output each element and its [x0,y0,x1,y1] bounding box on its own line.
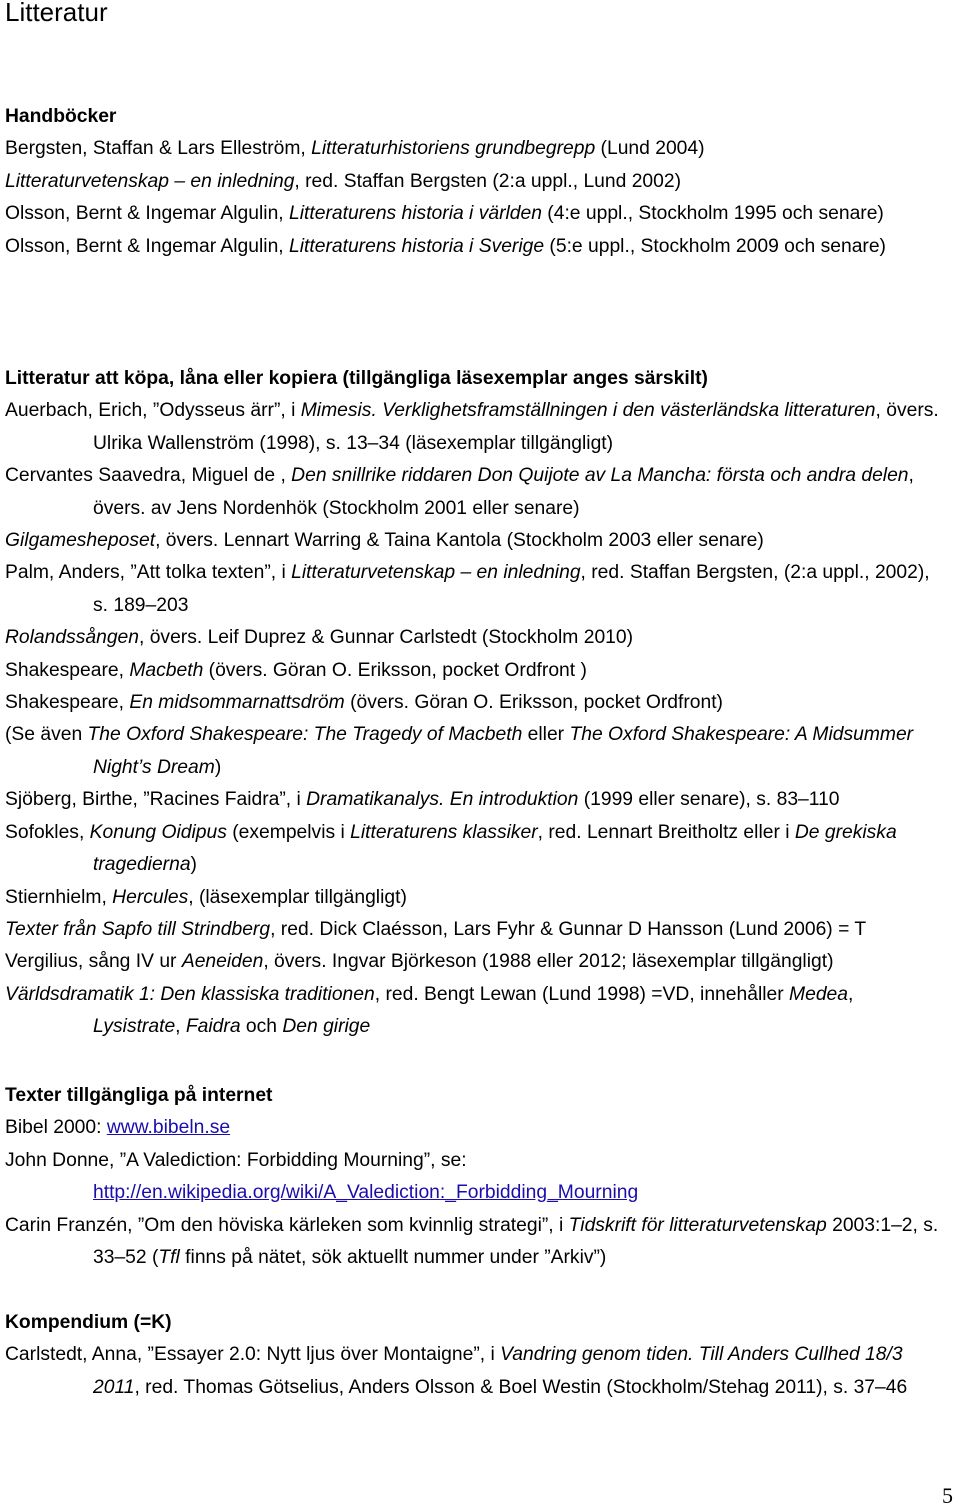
reference-title-italic: Litteraturens klassiker [350,821,538,843]
reference-text: och [240,1016,283,1038]
section-kompendium [5,1307,945,1404]
reference-text: (övers. Göran O. Eriksson, pocket Ordfront ) [203,659,587,681]
reference-text: (5:e uppl., Stockholm 2009 och senare) [544,235,886,257]
reference-title-italic: Lysistrate [93,1016,176,1038]
reference-text: (Se även [5,724,88,746]
reference-title-italic: Den girige [282,1016,371,1038]
reference-entry [5,133,945,165]
reference-title-italic: Texter från Sapfo till Strindberg [5,918,271,940]
reference-text: (1999 eller senare), s. 83–110 [578,789,840,811]
reference-text: Bergsten, Staffan & Lars Elleström, [5,138,312,160]
reference-title-italic: Tfl [158,1247,180,1269]
reference-entry [5,979,945,1044]
reference-text: eller [522,724,570,746]
reference-entry [5,1339,945,1404]
reference-entry [5,460,945,525]
reference-title-italic: En midsommarnattsdröm [129,692,345,714]
reference-text: , red. Lennart Breitholtz eller i [537,821,795,843]
page-title: Litteratur [5,0,108,27]
reference-text: , [848,983,854,1005]
reference-title-italic: The Oxford Shakespeare: The Tragedy of Macbeth [87,724,523,746]
reference-entry [5,231,945,263]
reference-text: , red. Dick Claésson, Lars Fyhr & Gunnar D Hansson (Lund 2006) = T [270,918,867,940]
reference-text: Auerbach, Erich, ”Odysseus ärr”, i [5,400,301,422]
reference-entry [5,655,945,687]
reference-entry [5,882,945,914]
reference-text: (Lund 2004) [595,138,705,160]
reference-title-italic: Litteraturvetenskap – en inledning [291,562,581,584]
reference-entry [5,525,945,557]
reference-text: (övers. Göran O. Eriksson, pocket Ordfront) [344,692,723,714]
reference-entry [5,395,945,460]
reference-entry [5,817,945,882]
reference-title-italic: Den snillrike riddaren Don Quijote av La Mancha: första och andra delen [291,465,909,487]
reference-title-italic: Vandring genom tiden. Till Anders Cullhed 18/3 2011 [93,1344,903,1398]
reference-text: (exempelvis i [226,821,351,843]
section-heading: Kompendium (=K) [5,1312,172,1333]
reference-entry [5,946,945,978]
section-heading: Litteratur att köpa, låna eller kopiera (tillgängliga läsexemplar anges särskilt) [5,368,708,389]
reference-text: Shakespeare, [5,659,130,681]
reference-text: (4:e uppl., Stockholm 1995 och senare) [541,203,884,225]
reference-text: Sjöberg, Birthe, ”Racines Faidra”, i [5,789,307,811]
section-internet [5,1080,945,1274]
reference-text: Olsson, Bernt & Ingemar Algulin, [5,235,290,257]
reference-title-italic: Aeneiden [181,951,264,973]
page-number: 5 [942,1483,953,1508]
reference-title-italic: Mimesis. Verklighetsframställningen i den västerländska litteraturen [300,400,876,422]
reference-text: , red. Bengt Lewan (Lund 1998) =VD, innehåller [374,983,790,1005]
entry-list [5,1339,945,1404]
reference-entry [5,784,945,816]
reference-title-italic: Faidra [185,1016,241,1038]
reference-title-italic: Rolandssången [5,627,139,649]
entry-list [5,395,945,1043]
reference-text: , övers. Leif Duprez & Gunnar Carlstedt (Stockholm 2010) [139,627,634,649]
reference-text: Vergilius, sång IV ur [5,951,182,973]
reference-text: , (läsexemplar tillgängligt) [188,886,407,908]
reference-title-italic: De grekiska tragedierna [93,821,897,876]
reference-text: Cervantes Saavedra, Miguel de , [5,465,292,487]
reference-title-italic: Litteraturvetenskap – en inledning [5,170,295,192]
reference-title-italic: Konung Oidipus [89,821,227,843]
section-heading: Texter tillgängliga på internet [5,1085,273,1106]
reference-entry [5,557,945,622]
reference-entry [5,1112,945,1144]
section-handbocker [5,101,945,263]
reference-link[interactable]: http://en.wikipedia.org/wiki/A_Valediction:_Forbidding_Mourning [93,1182,639,1204]
reference-text: John Donne, ”A Valediction: Forbidding Mourning”, se: [5,1149,467,1171]
reference-entry [5,687,945,719]
reference-text: , red. Thomas Götselius, Anders Olsson & Boel Westin (Stockholm/Stehag 2011), s. 37–46 [134,1376,908,1398]
reference-entry [5,914,945,946]
reference-text: , övers. av Jens Nordenhök (Stockholm 2001 eller senare) [93,465,914,519]
reference-text: , [175,1016,186,1038]
reference-title-italic: Dramatikanalys. En introduktion [306,789,579,811]
entry-list [5,133,945,263]
reference-text: , övers. Ulrika Wallenström (1998), s. 13–34 (läsexemplar tillgängligt) [93,400,939,454]
reference-link[interactable]: www.bibeln.se [106,1117,231,1139]
reference-entry [5,1145,945,1210]
reference-text: Shakespeare, [5,692,130,714]
reference-title-italic: Litteraturens historia i Sverige [289,235,545,257]
reference-text: , red. Staffan Bergsten (2:a uppl., Lund 2002) [294,170,682,192]
reference-title-italic: Medea [789,983,848,1005]
reference-text: Stiernhielm, [5,886,113,908]
reference-text: Sofokles, [5,821,90,843]
reference-text: , red. Staffan Bergsten, (2:a uppl., 2002), s. 189–203 [93,562,930,616]
reference-text: Carin Franzén, ”Om den höviska kärleken som kvinnlig strategi”, i [5,1214,569,1236]
reference-text: , övers. Ingvar Björkeson (1988 eller 2012; läsexemplar tillgängligt) [263,951,834,973]
reference-text: Carlstedt, Anna, ”Essayer 2.0: Nytt ljus över Montaigne”, i [5,1344,501,1366]
section-heading: Handböcker [5,106,117,127]
reference-entry [5,166,945,198]
reference-title-italic: Litteraturens historia i världen [289,203,542,225]
reference-text: Palm, Anders, ”Att tolka texten”, i [5,562,292,584]
section-litteratur-att-kopa [5,363,945,1044]
reference-title-italic: Tidskrift för litteraturvetenskap [568,1214,827,1236]
reference-entry [5,1210,945,1275]
reference-text: , övers. Lennart Warring & Taina Kantola (Stockholm 2003 eller senare) [155,530,764,552]
reference-text: finns på nätet, sök aktuellt nummer under ”Arkiv”) [179,1247,607,1269]
entry-list [5,1112,945,1274]
reference-text: 2003:1–2, s. 33–52 ( [93,1214,939,1269]
reference-title-italic: Litteraturhistoriens grundbegrepp [311,138,596,160]
reference-title-italic: Världsdramatik 1: Den klassiska traditionen [5,983,375,1005]
reference-entry [5,622,945,654]
reference-title-italic: Hercules [112,886,189,908]
reference-text: Olsson, Bernt & Ingemar Algulin, [5,203,290,225]
reference-title-italic: Macbeth [129,659,204,681]
reference-text: Bibel 2000: [5,1117,107,1139]
reference-entry [5,719,945,784]
reference-title-italic: The Oxford Shakespeare: A Midsummer Night’s Dream [93,724,914,778]
reference-entry [5,198,945,230]
reference-text: ) [214,756,222,778]
reference-title-italic: Gilgamesheposet [5,530,156,552]
reference-text: ) [190,854,197,876]
